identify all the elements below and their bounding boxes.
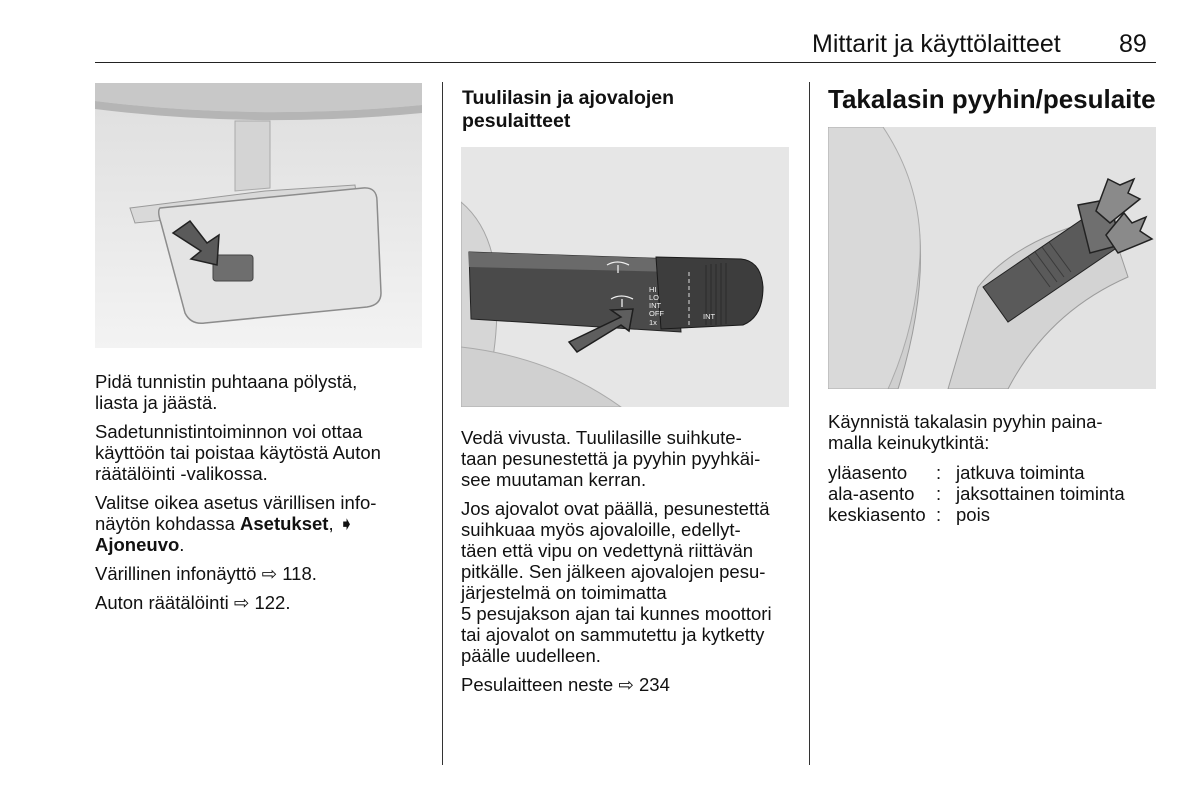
washer-stalk-illustration [461,147,789,407]
section-heading: Tuulilasin ja ajovalojen pesulaitteet [462,87,675,132]
paragraph: Käynnistä takalasin pyyhin paina- malla keinukytkintä: [828,411,1103,453]
stalk-label-int: INT [649,301,662,310]
header-rule [95,62,1156,63]
switch-position-table [828,462,1158,525]
paragraph: Valitse oikea asetus värillisen info- näytön kohdassa Asetukset, ➧ Ajoneuvo. [95,492,377,555]
menu-item-asetukset: Asetukset [240,513,329,534]
page-number: 89 [1119,30,1147,58]
middle-column-text [461,427,796,703]
paragraph: Pidä tunnistin puhtaana pölystä, liasta ja jäästä. [95,371,358,413]
table-row: yläasento : jatkuva toiminta [828,462,1085,483]
section-title: Mittarit ja käyttölaitteet [812,30,1061,58]
stalk-label-off: OFF [649,309,664,318]
rain-sensor-illustration [95,83,422,348]
paragraph: Sadetunnistintoiminnon voi ottaa käyttöön tai poistaa käytöstä Auton räätälöinti -valikossa. [95,421,381,484]
left-column-text [95,371,425,621]
paragraph: Vedä vivusta. Tuulilasille suihkute- taan pesunestettä ja pyyhin pyyhkäi- see muutaman kerran. [461,427,761,490]
rear-wiper-illustration [828,127,1156,389]
cross-reference[interactable]: Auton räätälöinti ⇨ 122. [95,592,291,613]
menu-item-ajoneuvo: Ajoneuvo [95,534,180,555]
paragraph: Jos ajovalot ovat päällä, pesunestettä suihkuaa myös ajovaloille, edellyt- täen että vipu on vedettynä riittävän pitkälle. Sen jälkeen ajovalojen pesu- järjestelmä on toimimatta 5 pesujakson ajan tai kunnes moottori tai ajovalot on sammutettu ja kytketty päälle uudelleen. [461,498,772,666]
stalk-label-lo: LO [649,293,660,302]
column-divider-left [442,82,443,765]
stalk-label-hi: HI [649,285,657,294]
cross-reference[interactable]: Värillinen infonäyttö ⇨ 118. [95,563,317,584]
table-row: ala-asento : jaksottainen toiminta [828,483,1125,504]
cross-reference[interactable]: Pesulaitteen neste ⇨ 234 [461,674,670,695]
stalk-label-1x: 1x [649,318,657,327]
right-column-text [828,411,1158,461]
column-divider-right [809,82,810,765]
table-row: keskiasento : pois [828,504,990,525]
section-heading-large: Takalasin pyyhin/pesulaite [828,84,1156,114]
stalk-label-int-ring: INT [703,312,716,321]
